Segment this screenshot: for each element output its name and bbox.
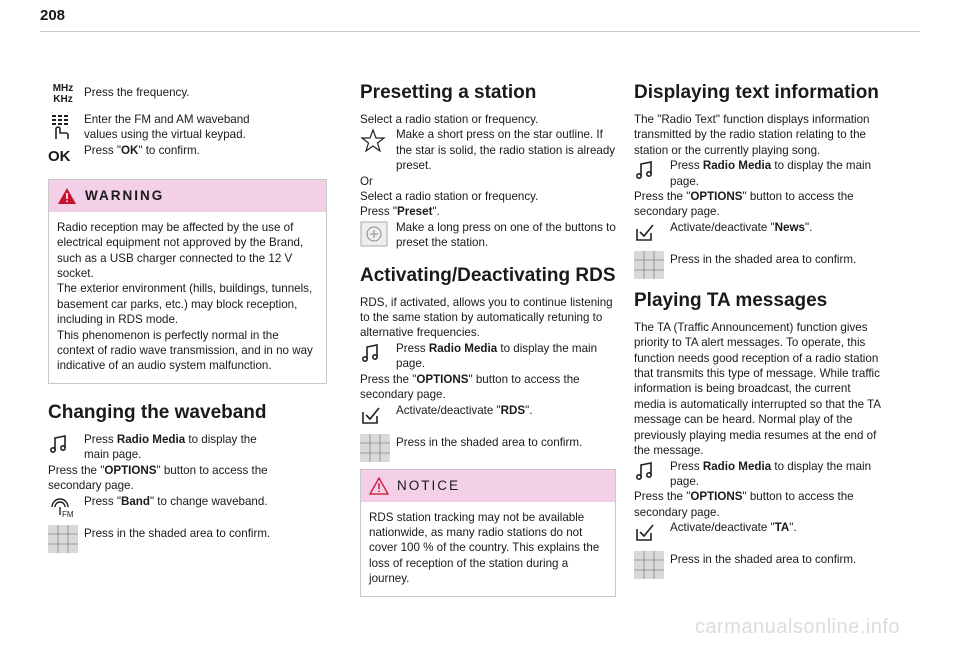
page-number: 208 (40, 7, 66, 24)
step-keypad: Enter the FM and AM waveband values using the virtual keypad. (48, 112, 278, 143)
column-2: Presetting a station Select a radio station or frequency. Make a short press on the star outline. If the star is solid, the radio station is already preset. Or Select a radio station or frequency. Press "Preset". Make a long press on one of the buttons to preset the station. Activating/Deactivating RDS RDS, if activated, allows you to continue listening to the same station by automatically retuning to alternative frequencies. Press Radio Media to display the main page. Press the "OPTIONS" button to access the secondary page. Activate/deactivate "RDS". Press in the shaded area to confirm. NOTICE RDS station tracking may not be available nationwide, as many radio stations do not cover 100 % of the country. This explains the loss of reception of the station during a journey. (360, 82, 616, 597)
notice-icon (369, 477, 389, 495)
rds-step-1: Press Radio Media to display the main page. (360, 341, 616, 372)
rds-step-4: Press in the shaded area to confirm. (360, 433, 616, 455)
text-step-4: Press in the shaded area to confirm. (634, 250, 884, 272)
shaded-grid-icon (634, 551, 664, 579)
top-rule (40, 31, 920, 32)
notice-box (360, 469, 616, 597)
music-note-icon (634, 159, 664, 187)
warning-icon (57, 187, 77, 205)
shaded-grid-icon (48, 525, 78, 553)
music-note-icon (360, 342, 390, 370)
warning-box (48, 179, 327, 384)
waveband-step-1: Press Radio Media to display the main page. (48, 432, 278, 463)
star-outline-icon (360, 128, 390, 156)
text-step-1: Press Radio Media to display the main page. (634, 158, 884, 189)
text-info-title: Displaying text information (634, 82, 879, 103)
preset-long-press-step: Make a long press on one of the buttons to preset the station. (360, 220, 616, 251)
preset-title: Presetting a station (360, 82, 537, 103)
keypad-icon (48, 113, 78, 141)
warning-text: Radio reception may be affected by the use of electrical equipment not approved by the Brand, such as a USB charger connected to the 12 V socket. The exterior environment (hills, buildings, tunnels, basement car parks, etc.) may block reception, including in RDS mode. This phenomenon is perfectly normal in the context of radio wave transmission, and in no way indicative of an audio system malfunction. (57, 220, 313, 373)
notice-header: NOTICE (361, 470, 615, 502)
add-preset-icon (360, 221, 390, 249)
waveband-step-3: FM Press "Band" to change waveband. (48, 494, 278, 516)
checkbox-icon (634, 221, 664, 249)
column-3: Displaying text information The "Radio Text" function displays information transmitted by the radio station relating to the station or the currently playing song. Press Radio Media to display the main page. Press the "OPTIONS" button to access the secondary page. Activate/deactivate "News". Press in the shaded area to confirm. Playing TA messages The TA (Traffic Announcement) function gives priority to TA alert messages. To operate, this function needs good reception of a radio station that transmits this type of message. While traffic information is being broadcast, the current media is automatically interrupted so that the TA message can be heard. Normal play of the previously playing media resumes at the end of the message. Press Radio Media to display the main page. Press the "OPTIONS" button to access the secondary page. Activate/deactivate "TA". Press in the shaded area to confirm. (634, 82, 884, 572)
shaded-grid-icon (360, 434, 390, 462)
notice-text: RDS station tracking may not be available nationwide, as many radio stations do not cover 100 % of the country. This explains the loss of reception of the station during a journey. (369, 510, 600, 586)
footer-watermark: carmanualsonline.info (694, 616, 900, 638)
rds-title: Activating/Deactivating RDS (360, 264, 616, 286)
step-frequency: MHz KHz Press the frequency. (48, 82, 278, 104)
ta-step-1: Press Radio Media to display the main page. (634, 459, 884, 490)
fm-band-icon (48, 495, 78, 523)
mhz-khz-icon: MHz KHz (52, 83, 74, 105)
music-note-icon (634, 460, 664, 488)
checkbox-icon (634, 521, 664, 549)
checkbox-icon (360, 404, 390, 432)
waveband-title: Changing the waveband (48, 401, 267, 423)
warning-header: WARNING (49, 180, 326, 212)
waveband-step-4: Press in the shaded area to confirm. (48, 524, 278, 546)
shaded-grid-icon (634, 251, 664, 279)
preset-star-step: Make a short press on the star outline. If the star is solid, the radio station is already preset. (360, 127, 616, 173)
ta-title: Playing TA messages (634, 289, 828, 311)
rds-step-3: Activate/deactivate "RDS". (360, 403, 616, 425)
ta-step-3: Activate/deactivate "TA". (634, 520, 884, 542)
column-1: MHz KHz Press the frequency. Enter the FM and AM waveband values using the virtual keypad. OK Press "OK" to confirm. WARNING Radio reception may be affected by the use of electrical equipment not approved by the Brand, such as a USB charger connected to the 12 V socket. The exterior environment (hills, buildings, tunnels, basement car parks, etc.) may block reception, including in RDS mode. This phenomenon is perfectly normal in the context of radio wave transmission, and in no way indicative of an audio system malfunction. Changing the waveband Press Radio Media to display the main page. Press the "OPTIONS" button to access the secondary page. FM Press "Band" to change waveband. Press in the shaded area to confirm. (84, 82, 314, 546)
music-note-icon (48, 433, 78, 461)
ok-icon: OK (48, 147, 71, 165)
ta-step-4: Press in the shaded area to confirm. (634, 550, 884, 572)
step-ok: OK Press "OK" to confirm. (48, 143, 278, 165)
text-step-3: Activate/deactivate "News". (634, 220, 884, 242)
svg-text:FM: FM (62, 509, 74, 519)
